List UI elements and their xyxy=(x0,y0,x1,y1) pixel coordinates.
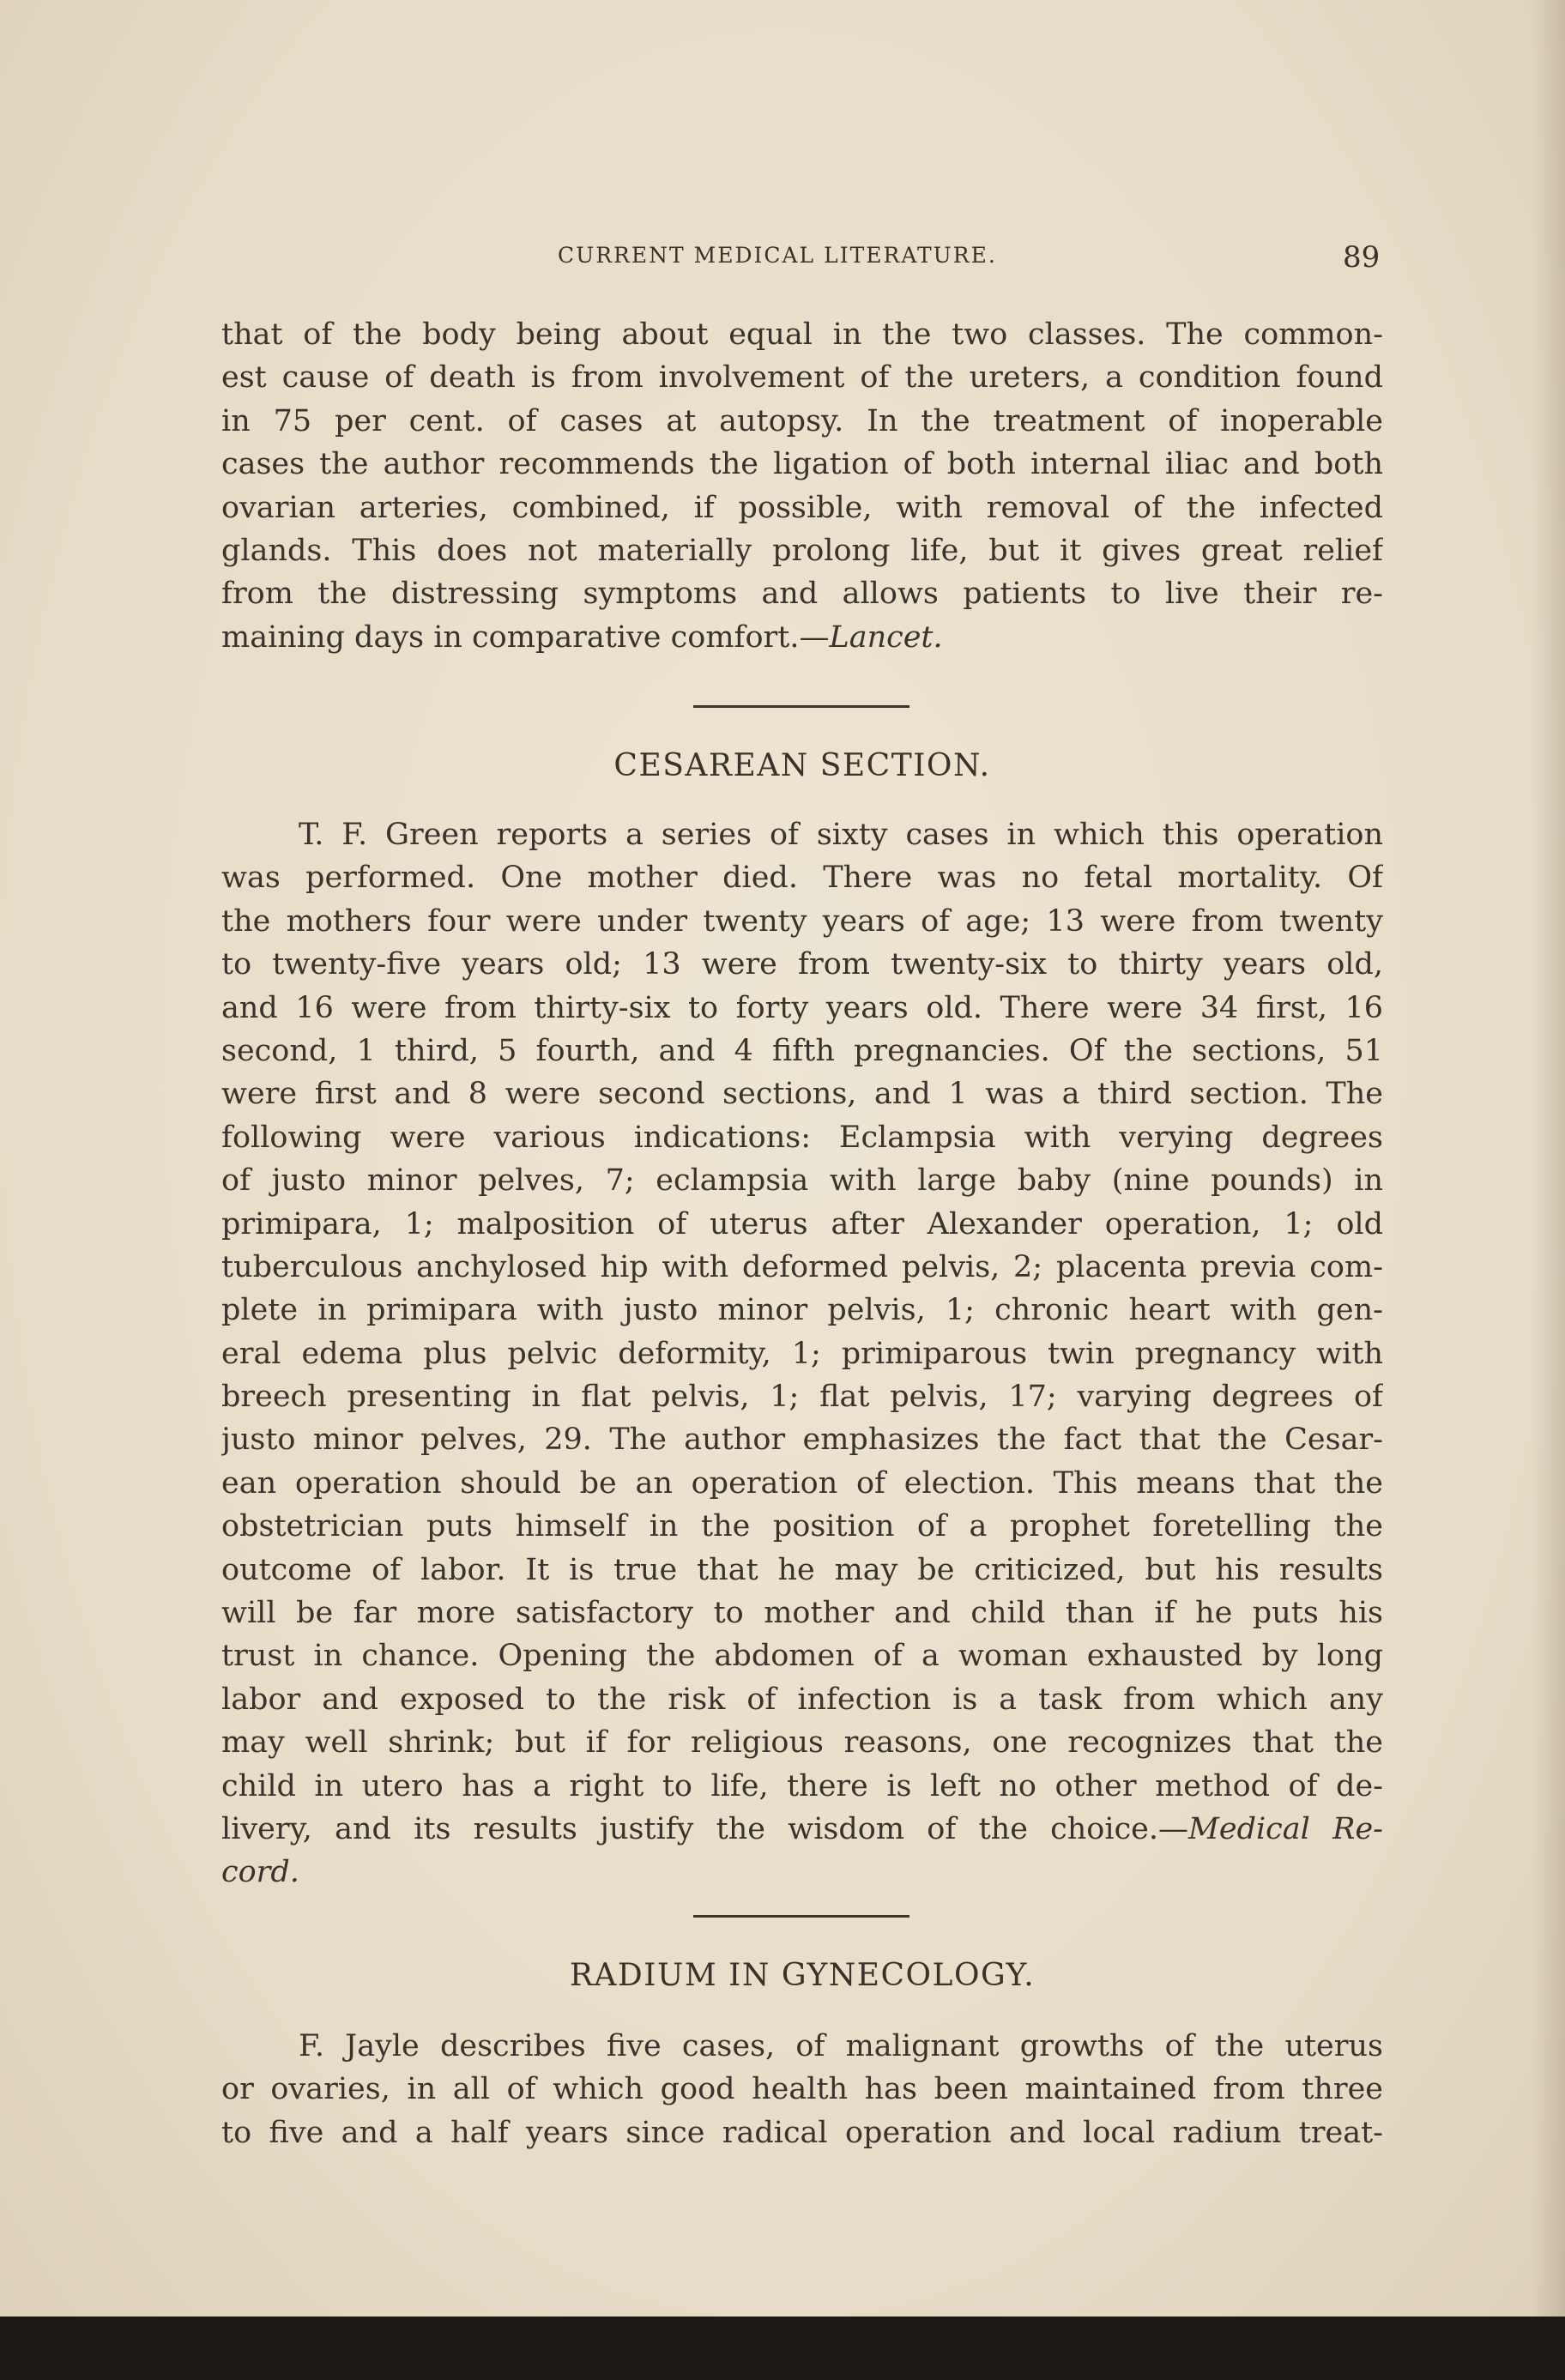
section-divider xyxy=(693,1915,909,1918)
text-line: tuberculous anchylosed hip with deformed pelvis, 2; placenta previa com- xyxy=(221,1249,1383,1284)
paragraph-radium xyxy=(221,2025,1383,2154)
section-divider xyxy=(693,705,909,708)
text-line: following were various indications: Eclampsia with verying degrees xyxy=(221,1120,1383,1155)
text-line: primipara, 1; malposition of uterus after Alexander operation, 1; old xyxy=(221,1206,1383,1241)
text-line: labor and exposed to the risk of infection is a task from which any xyxy=(221,1682,1383,1717)
text-line: trust in chance. Opening the abdomen of a woman exhausted by long xyxy=(221,1639,1383,1674)
text-line: glands. This does not materially prolong life, but it gives great relief xyxy=(221,533,1383,568)
text-line: plete in primipara with justo minor pelvis, 1; chronic heart with gen- xyxy=(221,1293,1383,1328)
text-line: were first and 8 were second sections, and 1 was a third section. The xyxy=(221,1077,1383,1112)
text-line: F. Jayle describes five cases, of malignant growths of the uterus xyxy=(299,2029,1383,2063)
text-line: child in utero has a right to life, there is left no other method of de- xyxy=(221,1768,1383,1803)
text-line: or ovaries, in all of which good health has been maintained from three xyxy=(221,2072,1383,2107)
source-citation: Medical Re- xyxy=(1188,1811,1383,1846)
text-line: from the distressing symptoms and allows patients to live their re- xyxy=(221,577,1383,612)
text-line-last xyxy=(221,616,1383,659)
text-line xyxy=(221,1808,1383,1851)
text-line: second, 1 third, 5 fourth, and 4 fifth pregnancies. Of the sections, 51 xyxy=(221,1033,1383,1068)
text-line: in 75 per cent. of cases at autopsy. In the treatment of inoperable xyxy=(221,403,1383,438)
text-line: to twenty-five years old; 13 were from twenty-six to thirty years old, xyxy=(221,947,1383,982)
text-line: was performed. One mother died. There was no fetal mortality. Of xyxy=(221,861,1383,896)
text-line: eral edema plus pelvic deformity, 1; primiparous twin pregnancy with xyxy=(221,1336,1383,1371)
paragraph-continuation xyxy=(221,313,1383,659)
text-line: to five and a half years since radical operation and local radium treat- xyxy=(221,2115,1383,2150)
running-head: CURRENT MEDICAL LITERATURE. xyxy=(558,243,997,268)
paragraph-cesarean xyxy=(221,813,1383,1894)
text-line: will be far more satisfactory to mother and child than if he puts his xyxy=(221,1596,1383,1631)
text-fragment: maining days in comparative comfort.— xyxy=(221,619,830,655)
text-fragment: livery, and its results justify the wisdom of the choice.— xyxy=(221,1811,1189,1846)
text-line: cases the author recommends the ligation of both internal iliac and both xyxy=(221,447,1383,482)
text-line: est cause of death is from involvement of the ureters, a condition found xyxy=(221,360,1383,396)
text-line: justo minor pelves, 29. The author emphasizes the fact that the Cesar- xyxy=(221,1423,1383,1458)
text-line: breech presenting in flat pelvis, 1; flat pelvis, 17; varying degrees of xyxy=(221,1380,1383,1415)
text-line: ean operation should be an operation of election. This means that the xyxy=(221,1465,1383,1501)
text-line: obstetrician puts himself in the position of a prophet foretelling the xyxy=(221,1509,1383,1544)
text-line: that of the body being about equal in the two classes. The common- xyxy=(221,317,1383,352)
section-heading: CESAREAN SECTION. xyxy=(613,748,991,783)
text-line: and 16 were from thirty-six to forty years old. There were 34 first, 16 xyxy=(221,990,1383,1025)
text-line: of justo minor pelves, 7; eclampsia with large baby (nine pounds) in xyxy=(221,1163,1383,1199)
scan-bottom-edge xyxy=(0,2317,1565,2380)
page-number: 89 xyxy=(1343,240,1381,275)
section-heading: RADIUM IN GYNECOLOGY. xyxy=(569,1958,1036,1993)
text-line: outcome of labor. It is true that he may be criticized, but his results xyxy=(221,1552,1383,1587)
text-line: the mothers four were under twenty years of age; 13 were from twenty xyxy=(221,903,1383,939)
source-citation-end: cord. xyxy=(221,1855,299,1890)
text-line: T. F. Green reports a series of sixty cases in which this operation xyxy=(299,818,1383,852)
source-citation: Lancet. xyxy=(829,619,943,655)
text-line: may well shrink; but if for religious reasons, one recognizes that the xyxy=(221,1725,1383,1761)
text-line: ovarian arteries, combined, if possible, with removal of the infected xyxy=(221,490,1383,525)
page-edge-shadow xyxy=(1531,0,1565,2317)
